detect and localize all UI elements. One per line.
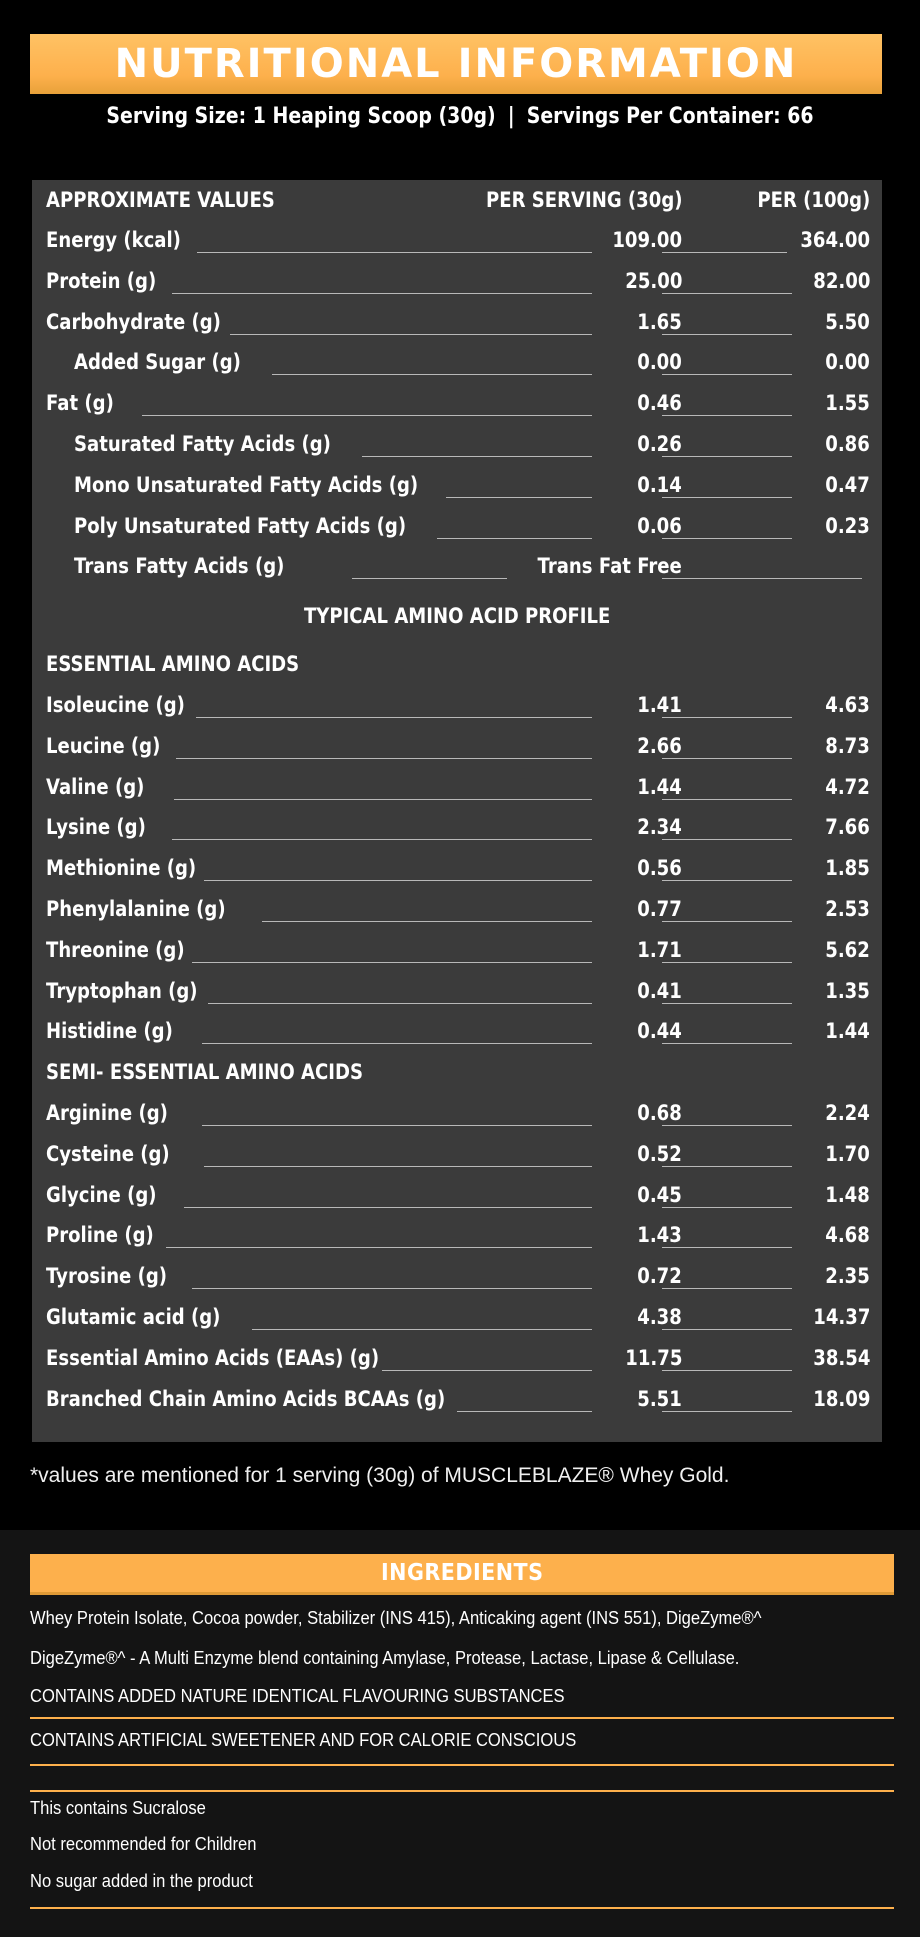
digezyme-note: DigeZyme®^ - A Multi Enzyme blend containing Amylase, Protease, Lactase, Lipase & Cellulase.: [30, 1648, 740, 1668]
col-label-per-100g: PER (100g): [757, 188, 870, 212]
per-serving-value: 0.26: [637, 432, 682, 456]
per-serving-value: 0.45: [637, 1182, 682, 1207]
row-label: Saturated Fatty Acids (g): [74, 432, 331, 456]
per-serving-value: 0.00: [637, 350, 682, 375]
table-row: [32, 383, 882, 423]
table-row: [32, 261, 882, 301]
table-row: [32, 1093, 882, 1133]
leader-line: [662, 1288, 792, 1289]
per-100g-value: 18.09: [812, 1386, 870, 1411]
row-label: Glutamic acid (g): [46, 1305, 221, 1329]
leader-line: [176, 758, 592, 759]
per-100g-value: 5.50: [825, 309, 870, 334]
row-label: Lysine (g): [46, 815, 146, 840]
per-100g-value: 1.55: [825, 391, 870, 416]
per-serving-value: 2.34: [637, 815, 682, 840]
leader-line: [437, 538, 592, 539]
essential-heading-row: [32, 644, 882, 684]
semi-heading-row: [32, 1052, 882, 1092]
per-100g-value: 0.00: [825, 350, 870, 375]
leader-line: [662, 717, 792, 718]
leader-line: [662, 293, 792, 294]
flavouring-note: CONTAINS ADDED NATURE IDENTICAL FLAVOURING SUBSTANCES: [30, 1686, 565, 1706]
per-100g-value: 38.54: [812, 1345, 870, 1370]
per-serving-value: 1.71: [637, 937, 682, 962]
row-label: Proline (g): [46, 1223, 154, 1248]
leader-line: [192, 1288, 592, 1289]
per-serving-value: 109.00: [612, 228, 682, 252]
per-100g-value: 1.70: [825, 1141, 870, 1166]
nutrition-table: [32, 180, 882, 1442]
leader-line: [662, 578, 862, 579]
serving-info: [64, 104, 855, 129]
leader-line: [662, 799, 792, 800]
leader-line: [662, 538, 792, 539]
col-label-per-serving: PER SERVING (30g): [485, 188, 682, 212]
table-row: [32, 971, 882, 1011]
per-serving-value: Trans Fat Free: [537, 554, 682, 579]
per-100g-value: 4.63: [825, 693, 870, 717]
divider: [30, 1790, 894, 1792]
per-100g-value: 0.86: [825, 432, 870, 456]
per-100g-value: 4.68: [825, 1223, 870, 1248]
table-row: [32, 1175, 882, 1215]
leader-line: [662, 880, 792, 881]
leader-line: [662, 921, 792, 922]
serving-size: Serving Size: 1 Heaping Scoop (30g): [106, 104, 496, 129]
per-100g-value: 7.66: [825, 815, 870, 840]
row-label: Tryptophan (g): [46, 978, 198, 1003]
row-label: Tyrosine (g): [46, 1264, 168, 1289]
servings-per-container: Servings Per Container: 66: [526, 104, 814, 129]
leader-line: [202, 1043, 592, 1044]
row-label: Branched Chain Amino Acids BCAAs (g): [46, 1386, 446, 1411]
leader-line: [662, 1043, 792, 1044]
row-label: Poly Unsaturated Fatty Acids (g): [74, 513, 407, 538]
row-label: Leucine (g): [46, 733, 161, 758]
leader-line: [662, 758, 792, 759]
row-label: Trans Fatty Acids (g): [74, 554, 285, 579]
ingredients-list: Whey Protein Isolate, Cocoa powder, Stabilizer (INS 415), Anticaking agent (INS 551), DigeZyme®^: [30, 1608, 762, 1628]
leader-line: [262, 921, 592, 922]
per-serving-value: 0.14: [637, 472, 682, 497]
row-label: Threonine (g): [46, 937, 185, 962]
col-label-name: APPROXIMATE VALUES: [46, 188, 275, 212]
leader-line: [142, 415, 592, 416]
leader-line: [662, 252, 787, 253]
per-100g-value: 5.62: [825, 937, 870, 962]
table-row: [32, 1338, 882, 1378]
leader-line: [197, 252, 592, 253]
leader-line: [662, 1207, 792, 1208]
row-label: Valine (g): [46, 774, 145, 799]
leader-line: [662, 1003, 792, 1004]
divider: [30, 1717, 894, 1719]
leader-line: [662, 1166, 792, 1167]
semi-essential-heading: SEMI- ESSENTIAL AMINO ACIDS: [46, 1060, 364, 1084]
per-serving-value: 5.51: [637, 1386, 682, 1411]
table-row: [32, 930, 882, 970]
per-serving-value: 0.52: [637, 1141, 682, 1166]
per-serving-value: 0.68: [637, 1101, 682, 1125]
table-row: [32, 465, 882, 505]
leader-line: [204, 1166, 592, 1167]
row-label: Protein (g): [46, 268, 157, 293]
table-row: [32, 1134, 882, 1174]
leader-line: [382, 1370, 592, 1371]
ingredients-title: INGREDIENTS: [380, 1560, 544, 1586]
table-row: [32, 424, 882, 464]
per-serving-value: 0.72: [637, 1264, 682, 1289]
per-serving-value: 1.44: [637, 774, 682, 799]
leader-line: [192, 962, 592, 963]
row-label: Added Sugar (g): [74, 350, 241, 375]
per-100g-value: 0.23: [825, 513, 870, 538]
leader-line: [662, 1370, 792, 1371]
table-row: [32, 1297, 882, 1337]
leader-line: [352, 578, 507, 579]
table-row: [32, 220, 882, 260]
table-row: [32, 342, 882, 382]
row-label: Histidine (g): [46, 1019, 173, 1044]
amino-profile-heading-text: TYPICAL AMINO ACID PROFILE: [303, 604, 611, 628]
nutrition-banner: [30, 34, 882, 94]
leader-line: [272, 374, 592, 375]
essential-heading: ESSENTIAL AMINO ACIDS: [46, 652, 300, 676]
table-row: [32, 848, 882, 888]
row-label: Cysteine (g): [46, 1141, 170, 1166]
row-label: Isoleucine (g): [46, 693, 185, 717]
leader-line: [208, 1003, 592, 1004]
per-100g-value: 8.73: [825, 733, 870, 758]
leader-line: [202, 1125, 592, 1126]
leader-line: [662, 456, 792, 457]
per-serving-value: 0.41: [637, 978, 682, 1003]
leader-line: [662, 1411, 792, 1412]
leader-line: [172, 839, 592, 840]
per-serving-value: 4.38: [637, 1305, 682, 1329]
row-label: Mono Unsaturated Fatty Acids (g): [74, 472, 419, 497]
per-serving-value: 1.41: [637, 693, 682, 717]
per-100g-value: 364.00: [800, 228, 870, 252]
per-100g-value: 14.37: [812, 1305, 870, 1329]
leader-line: [184, 1207, 592, 1208]
per-serving-value: 0.46: [637, 391, 682, 416]
per-serving-value: 0.44: [637, 1019, 682, 1044]
divider: [30, 1907, 894, 1909]
per-100g-value: 4.72: [825, 774, 870, 799]
row-label: Essential Amino Acids (EAAs) (g): [46, 1345, 380, 1370]
table-header-row: [32, 180, 882, 220]
leader-line: [662, 334, 792, 335]
serving-separator: |: [507, 104, 515, 129]
per-100g-value: 82.00: [812, 268, 870, 293]
ingredients-section: [0, 1530, 920, 1937]
row-label: Methionine (g): [46, 856, 197, 881]
leader-line: [662, 962, 792, 963]
ingredients-banner: [30, 1554, 894, 1595]
table-row: [32, 1215, 882, 1255]
per-serving-value: 0.06: [637, 513, 682, 538]
table-row: [32, 685, 882, 725]
table-row: [32, 889, 882, 929]
leader-line: [362, 456, 592, 457]
per-100g-value: 1.48: [825, 1182, 870, 1207]
table-row: [32, 1379, 882, 1419]
note-sucralose: This contains Sucralose: [30, 1798, 206, 1818]
leader-line: [662, 1329, 792, 1330]
footnote: *values are mentioned for 1 serving (30g) of MUSCLEBLAZE® Whey Gold.: [30, 1464, 730, 1487]
table-row: [32, 1256, 882, 1296]
per-100g-value: 1.35: [825, 978, 870, 1003]
leader-line: [230, 334, 592, 335]
leader-line: [196, 717, 592, 718]
table-row: [32, 506, 882, 546]
per-serving-value: 1.43: [637, 1223, 682, 1248]
table-row: [32, 1011, 882, 1051]
per-100g-value: 2.35: [825, 1264, 870, 1289]
leader-line: [662, 415, 792, 416]
note-children: Not recommended for Children: [30, 1834, 257, 1854]
per-100g-value: 2.53: [825, 897, 870, 921]
per-serving-value: 25.00: [624, 268, 682, 293]
table-row: [32, 546, 882, 586]
note-no-sugar: No sugar added in the product: [30, 1871, 253, 1891]
amino-profile-heading: [32, 604, 882, 628]
row-label: Fat (g): [46, 391, 114, 416]
leader-line: [174, 799, 592, 800]
leader-line: [662, 839, 792, 840]
row-label: Glycine (g): [46, 1182, 157, 1207]
table-row: [32, 767, 882, 807]
table-row: [32, 726, 882, 766]
per-100g-value: 2.24: [825, 1101, 870, 1125]
leader-line: [662, 497, 792, 498]
per-serving-value: 2.66: [637, 733, 682, 758]
nutrition-title: NUTRITIONAL INFORMATION: [114, 41, 798, 87]
per-100g-value: 0.47: [825, 472, 870, 497]
row-label: Energy (kcal): [46, 228, 181, 252]
per-100g-value: 1.85: [825, 856, 870, 881]
sweetener-note: CONTAINS ARTIFICIAL SWEETENER AND FOR CALORIE CONSCIOUS: [30, 1730, 577, 1750]
leader-line: [662, 1247, 792, 1248]
leader-line: [457, 1411, 592, 1412]
per-100g-value: 1.44: [825, 1019, 870, 1044]
table-row: [32, 807, 882, 847]
per-serving-value: 0.77: [637, 897, 682, 921]
row-label: Phenylalanine (g): [46, 897, 226, 921]
leader-line: [166, 1247, 592, 1248]
leader-line: [662, 1125, 792, 1126]
divider: [30, 1764, 894, 1766]
per-serving-value: 0.56: [637, 856, 682, 881]
leader-line: [172, 293, 592, 294]
row-label: Arginine (g): [46, 1101, 168, 1125]
table-row: [32, 302, 882, 342]
per-serving-value: 1.65: [637, 309, 682, 334]
leader-line: [662, 374, 792, 375]
leader-line: [446, 497, 592, 498]
row-label: Carbohydrate (g): [46, 309, 221, 334]
per-serving-value: 11.75: [624, 1345, 682, 1370]
leader-line: [204, 880, 592, 881]
leader-line: [252, 1329, 592, 1330]
